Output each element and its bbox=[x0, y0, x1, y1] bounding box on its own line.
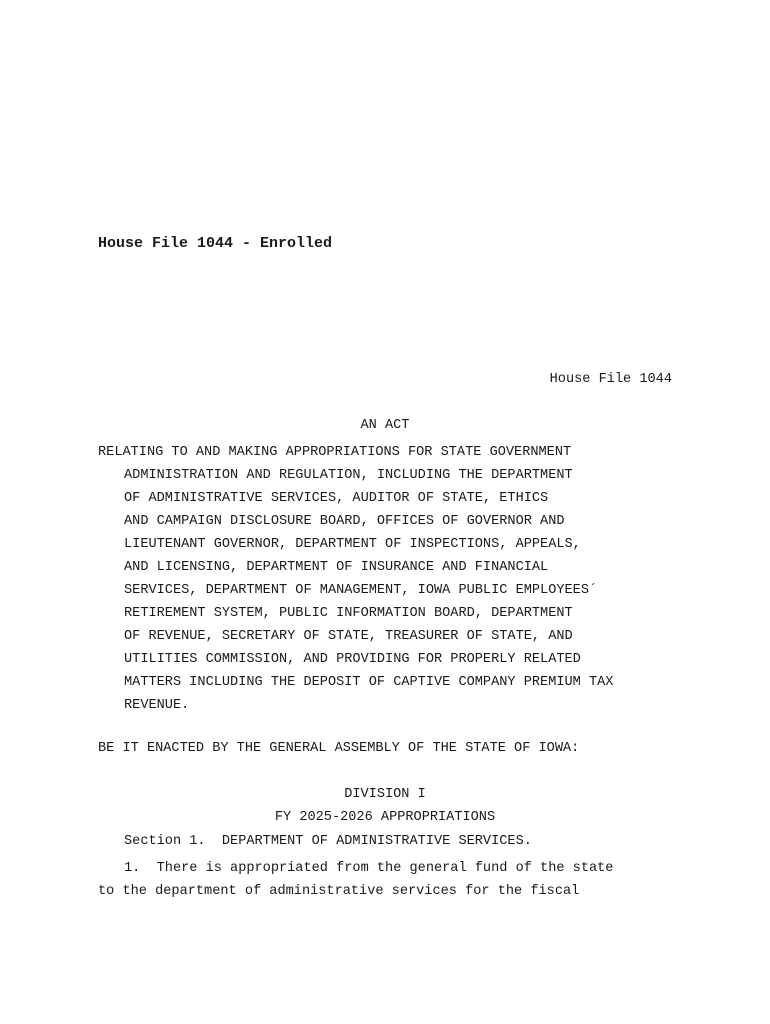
division-title: FY 2025-2026 APPROPRIATIONS bbox=[274, 810, 496, 825]
paragraph-line: to the department of administrative services for the fiscal bbox=[98, 884, 580, 899]
caption-line: OF REVENUE, SECRETARY OF STATE, TREASURER OF STATE, AND bbox=[124, 629, 573, 644]
caption-line: RETIREMENT SYSTEM, PUBLIC INFORMATION BOARD, DEPARTMENT bbox=[124, 606, 573, 621]
paragraph-line: 1. There is appropriated from the general fund of the state bbox=[124, 861, 614, 876]
document-title: House File 1044 - Enrolled bbox=[98, 235, 333, 252]
act-caption bbox=[98, 441, 688, 717]
caption-line: RELATING TO AND MAKING APPROPRIATIONS FOR STATE GOVERNMENT bbox=[98, 445, 572, 460]
section-paragraph bbox=[98, 857, 678, 903]
caption-line: SERVICES, DEPARTMENT OF MANAGEMENT, IOWA PUBLIC EMPLOYEES´ bbox=[124, 583, 598, 598]
caption-line: AND CAMPAIGN DISCLOSURE BOARD, OFFICES OF GOVERNOR AND bbox=[124, 514, 565, 529]
caption-line: LIEUTENANT GOVERNOR, DEPARTMENT OF INSPECTIONS, APPEALS, bbox=[124, 537, 581, 552]
caption-line: UTILITIES COMMISSION, AND PROVIDING FOR PROPERLY RELATED bbox=[124, 652, 581, 667]
enacting-clause: BE IT ENACTED BY THE GENERAL ASSEMBLY OF THE STATE OF IOWA: bbox=[98, 741, 580, 756]
caption-line: ADMINISTRATION AND REGULATION, INCLUDING THE DEPARTMENT bbox=[124, 468, 573, 483]
caption-line: MATTERS INCLUDING THE DEPOSIT OF CAPTIVE COMPANY PREMIUM TAX bbox=[124, 675, 614, 690]
file-number: House File 1044 bbox=[549, 372, 672, 387]
act-heading: AN ACT bbox=[360, 418, 410, 433]
caption-line: REVENUE. bbox=[124, 698, 190, 713]
section-heading: Section 1. DEPARTMENT OF ADMINISTRATIVE SERVICES. bbox=[124, 834, 532, 849]
caption-line: OF ADMINISTRATIVE SERVICES, AUDITOR OF STATE, ETHICS bbox=[124, 491, 549, 506]
division-number: DIVISION I bbox=[344, 787, 426, 802]
caption-line: AND LICENSING, DEPARTMENT OF INSURANCE AND FINANCIAL bbox=[124, 560, 549, 575]
